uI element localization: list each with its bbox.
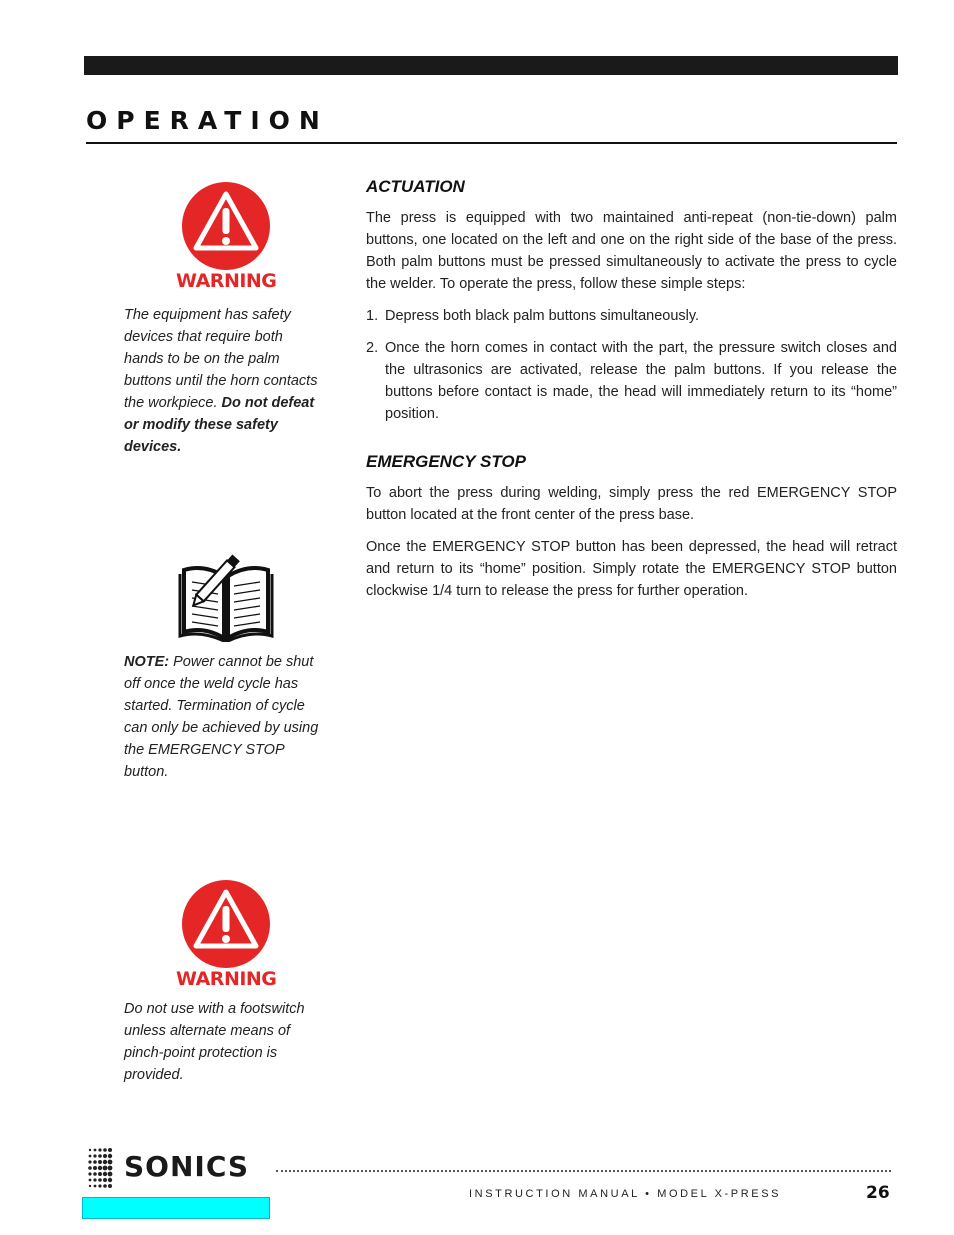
warning-triangle-icon	[180, 878, 272, 970]
note-body: Power cannot be shut off once the weld cycle has started. Termination of cycle can only be achieved by using the EMERGENCY STOP button.	[124, 654, 319, 780]
emergency-stop-paragraph-2: Once the EMERGENCY STOP button has been depressed, the head will retract and return to its “home” position. Simply rotate the EMERGENCY STOP button clockwise 1/4 turn to release the press for further operation.	[366, 539, 897, 599]
warning-text-2: Do not use with a footswitch unless alternate means of pinch-point protection is provided.	[124, 1001, 305, 1083]
warning-text-1-bold: Do not defeat or modify these safety devices.	[124, 395, 315, 455]
actuation-heading: ACTUATION	[366, 177, 465, 196]
cyan-bar	[82, 1197, 270, 1219]
step-text: Depress both black palm buttons simultaneously.	[385, 308, 700, 324]
warning-text-1-start: The equipment has safety devices that require both hands to be on the palm buttons until the horn contacts the workpiece.	[124, 307, 318, 411]
warning-label-2: WARNING	[176, 968, 277, 990]
step-number: 1.	[366, 308, 379, 324]
note-book-pencil-icon	[178, 546, 274, 642]
footer-manual-title: INSTRUCTION MANUAL • MODEL X-PRESS	[469, 1188, 782, 1200]
note-label: NOTE:	[124, 654, 170, 670]
actuation-steps	[366, 305, 897, 425]
sonics-logo-dots-icon	[84, 1146, 124, 1190]
step-number: 2.	[366, 340, 379, 356]
warning-label-1: WARNING	[176, 270, 277, 292]
brand-name: SONICS	[124, 1150, 250, 1183]
emergency-stop-heading: EMERGENCY STOP	[366, 452, 526, 471]
page-number: 26	[866, 1183, 890, 1203]
warning-badge-1	[176, 180, 276, 291]
actuation-intro: The press is equipped with two maintained anti-repeat (non-tie-down) palm buttons, one located on the left and one on the right side of the base of the press. Both palm buttons must be pressed simultaneously to activate the press to cycle the welder. To operate the press, follow these simple steps:	[366, 210, 897, 292]
title-rule	[86, 142, 897, 144]
header-bar	[84, 56, 898, 75]
step-text: Once the horn comes in contact with the part, the pressure switch closes and the ultrasonics are activated, release the palm buttons. If you release the buttons before contact is made, the head will immediately return to its “home” position.	[385, 340, 897, 422]
list-item	[366, 305, 897, 327]
page-title: OPERATION	[86, 106, 329, 135]
note-text	[124, 651, 324, 783]
warning-text-1	[124, 304, 324, 458]
emergency-stop-paragraph-1: To abort the press during welding, simply press the red EMERGENCY STOP button located at the front center of the press base.	[366, 485, 897, 523]
main-content	[366, 176, 897, 612]
warning-badge-2	[176, 878, 276, 989]
warning-triangle-icon	[180, 180, 272, 272]
list-item	[366, 337, 897, 425]
footer-dotted-rule	[276, 1170, 891, 1172]
